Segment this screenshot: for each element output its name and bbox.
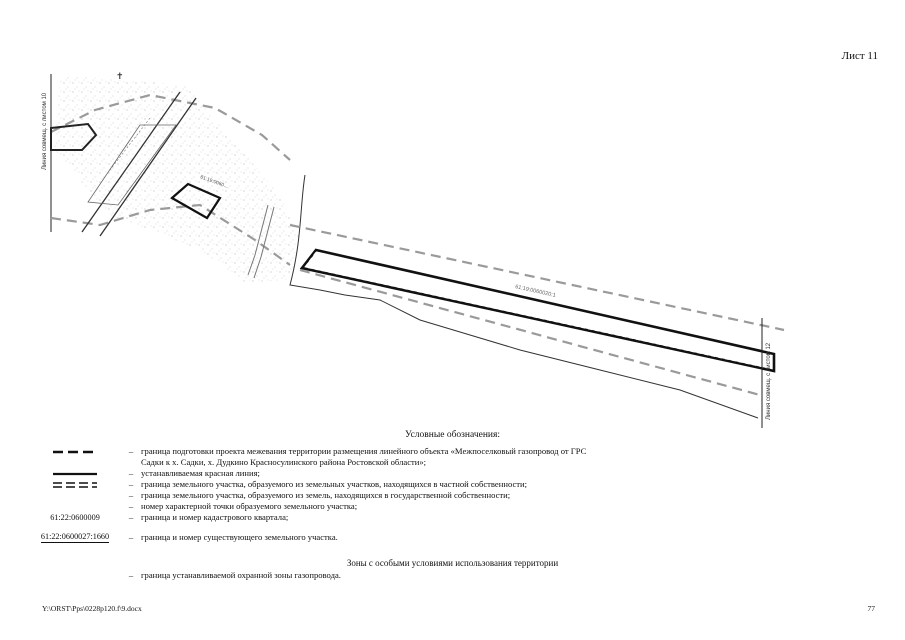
legend-text: граница и номер кадастрового квартала; (141, 512, 289, 522)
legend-text: Садки к х. Садки, х. Дудкино Красносулинского района Ростовской области»; (141, 457, 427, 467)
bold-dashed-line-symbol (30, 446, 120, 457)
legend (30, 446, 790, 545)
cadastral-quarter-code: 61:22:0600009 (50, 512, 100, 522)
north-mark-icon: ✝ (116, 71, 124, 81)
legend-item: – граница земельного участка, образуемого из земельных участков, находящихся в частной собственности; (30, 479, 790, 490)
document-path: Y:\ORST\Pps\0228p120.f\9.docx (42, 604, 142, 613)
project-boundary-upper-right (290, 225, 784, 330)
long-parcel-number: 61:19:0060020:1 (514, 284, 557, 299)
legend-text: устанавливаемая красная линия; (141, 468, 260, 478)
legend-item: – граница земельного участка, образуемого из земель, находящихся в государственной собственности; (128, 490, 511, 500)
terrain-area (55, 75, 300, 282)
cadastral-quarter-symbol (30, 512, 120, 523)
solid-line-symbol (30, 468, 120, 479)
parcel-number-label: 61:19:0060... (199, 174, 229, 190)
double-dashed-line-symbol (30, 479, 120, 490)
sheet-number: Лист 11 (841, 50, 878, 62)
legend-text: номер характерной точки образуемого земельного участка; (141, 501, 358, 511)
planned-parcel-long (302, 250, 774, 371)
match-line-right-label: Линия совмещ. с листом 12 (766, 342, 772, 420)
zones-title: Зоны с особыми условиями использования территории (346, 558, 559, 568)
legend-item: – устанавливаемая красная линия; (30, 468, 790, 479)
legend-text: граница и номер существующего земельного участка. (141, 532, 338, 542)
legend-item: – номер характерной точки образуемого земельного участка; (128, 501, 358, 511)
existing-parcel-code: 61:22:0600027:1660 (40, 532, 110, 541)
legend-text: граница земельного участка, образуемого из земель, находящихся в государственной собственности; (141, 490, 511, 500)
legend-text: граница земельного участка, образуемого из земельных участков, находящихся в частной собственности; (141, 479, 528, 489)
zone-text: граница устанавливаемой охранной зоны газопровода. (141, 570, 341, 580)
page-number: 77 (867, 604, 875, 613)
legend-item (30, 457, 790, 468)
existing-parcel-symbol (30, 532, 120, 543)
match-line-left-label: Линия совмещ. с листом 10 (42, 92, 48, 170)
zone-item: – граница устанавливаемой охранной зоны газопровода. (128, 570, 341, 580)
legend-text: граница подготовки проекта межевания территории размещения линейного объекта «Межпоселковый газопровод от ГРС (141, 446, 587, 456)
legend-title: Условные обозначения: (404, 430, 500, 440)
legend-item: – граница подготовки проекта межевания территории размещения линейного объекта «Межпоселковый газопровод от ГРС (30, 446, 790, 457)
legend-item: 61:22:0600027:1660 – граница и номер существующего земельного участка. (30, 532, 790, 545)
legend-item: 61:22:0600009 – граница и номер кадастрового квартала; (30, 512, 790, 525)
